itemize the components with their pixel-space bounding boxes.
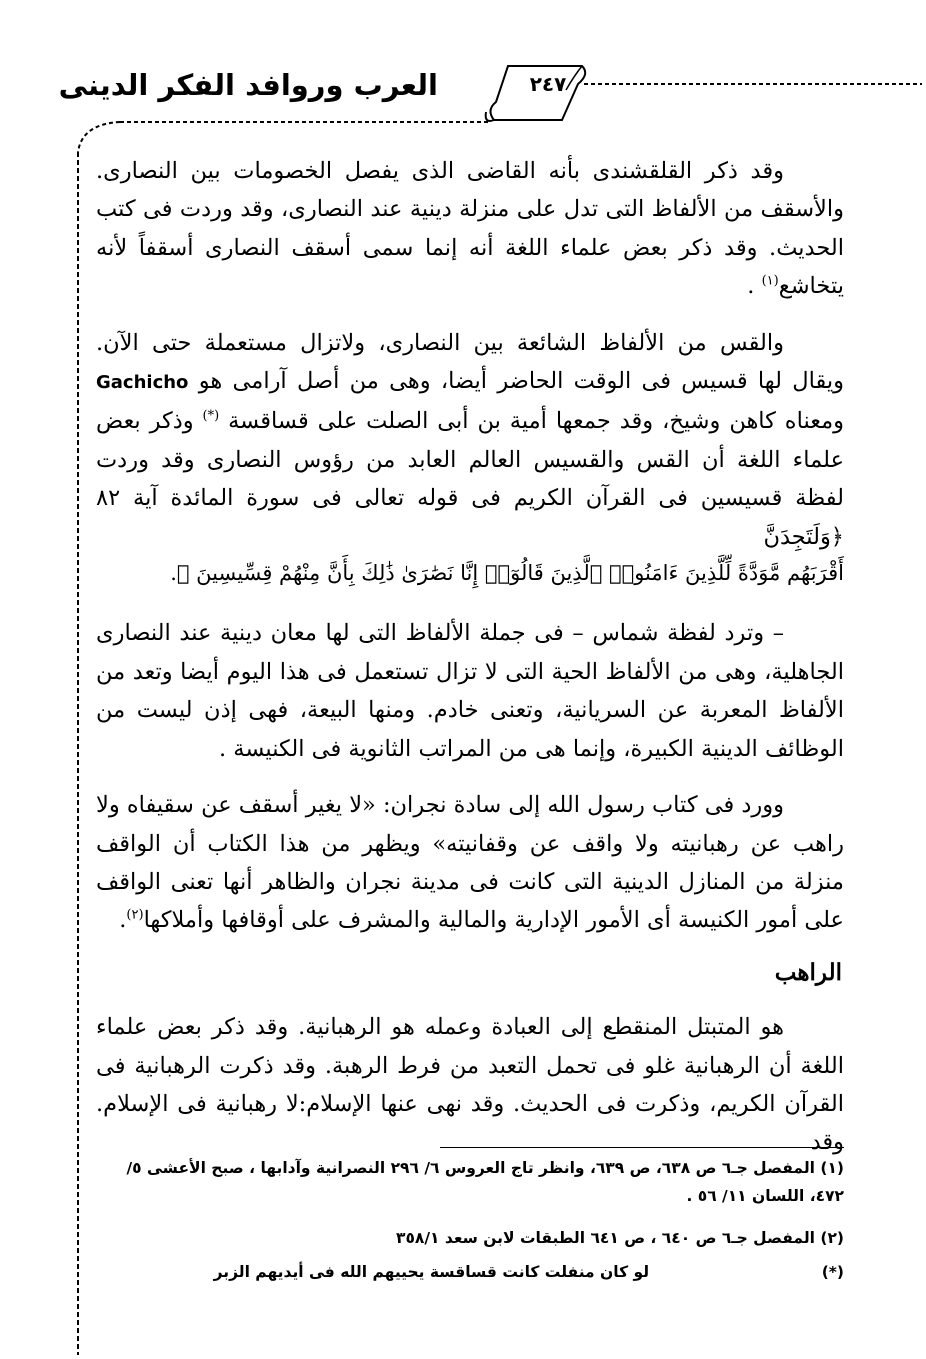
latin-word: Gachicho (96, 372, 189, 394)
section-heading: الراهب (774, 958, 842, 986)
footnote-ref-star: (*) (202, 408, 220, 424)
footnote-divider (440, 1147, 844, 1148)
footnote-star-mark: (*) (821, 1263, 844, 1281)
paragraph-text: والقس من الألفاظ الشائعة بين النصارى، ولاتزال مستعملة حتى الآن. ويقال لها قسيس فى الوقت الحاضر أيضا، وهى من أصل آرامى هو (96, 329, 844, 395)
paragraph-bishop (96, 152, 844, 306)
footnote-1: (١) المفصل جـ٦ ص ٦٣٨، ص ٦٣٩، وانظر تاج العروس ٦/ ٢٩٦ النصرانية وآدابها ، صبح الأعشى ٥/ ٤٧٢، اللسان ١١/ ٥٦ . (126, 1159, 844, 1205)
footnote-ref-2: (٢) (126, 907, 144, 923)
paragraph-deacon: – وترد لفظة شماس – فى جملة الألفاظ التى لها معان دينية عند النصارى الجاهلية، وهى من الألفاظ الحية التى لا تزال تستعمل فى هذا اليوم أيضا وتعد من الألفاظ المعربة عن السريانية، وتعنى خادم. ومنها البيعة، فهى إذن ليست من الوظائف الدينية الكبيرة، وإنما هى من المراتب الثانوية فى الكنيسة . (96, 620, 844, 762)
paragraph-priest (96, 324, 844, 556)
footnote-2: (٢) المفصل جـ٦ ص ٦٤٠ ، ص ٦٤١ الطبقات لابن سعد ٣٥٨/١ (395, 1229, 844, 1247)
paragraph-text: وقد ذكر القلقشندى بأنه القاضى الذى يفصل الخصومات بين النصارى. والأسقف من الألفاظ التى تدل على منزلة دينية عند النصارى، وقد وردت فى كتب الحديث. وقد ذكر بعض علماء اللغة أنه إنما سمى أسقف النصارى أسقفاً لأنه يتخاشع (96, 158, 844, 300)
footnote-star-text: لو كان منفلت كانت قساقسة يحييهم الله فى أيديهم الزبر (213, 1263, 650, 1281)
paragraph-najran (96, 786, 844, 940)
paragraph-end: . (747, 273, 762, 300)
footnote-star (96, 1258, 844, 1286)
paragraph-text: وورد فى كتاب رسول الله إلى سادة نجران: «لا يغير أسقف عن سقيفاه ولا راهب عن رهبانيته ولا واقف عن وقفانيته» ويظهر من هذا الكتاب أن الواقف منزلة من المنازل الدينية التى كانت فى مدينة نجران والظاهر أنها تعنى الواقف على أمور الكنيسة أى الأمور الإدارية والمالية والمشرف على أوقافها وأملاكها (96, 792, 844, 934)
footnote-ref-1: (١) (761, 273, 779, 289)
footnotes (96, 1154, 844, 1286)
paragraph-text: وذكر بعض علماء اللغة أن القس والقسيس العالم العابد من رؤوس النصارى وقد وردت لفظة قسيسين فى القرآن الكريم فى قوله تعالى فى سورة المائدة آية ٨٢ ﴿وَلَتَجِدَنَّ (96, 408, 844, 550)
paragraph-end: . (119, 907, 127, 934)
paragraph-monk: هو المتبتل المنقطع إلى العبادة وعمله هو الرهبانية. وقد ذكر بعض علماء اللغة أن الرهبانية غلو فى تحمل التعبد من فرط الرهبة. وقد ذكرت الرهبانية فى القرآن الكريم، وذكرت فى الحديث. وقد نهى عنها الإسلام:لا رهبانية فى الإسلام. وقد (96, 1014, 844, 1156)
running-header-title: العرب وروافد الفكر الدينى (58, 68, 438, 102)
main-text (96, 152, 844, 1162)
page-number: ٢٤٧ (529, 72, 567, 96)
paragraph-text: ومعناه كاهن وشيخ، وقد جمعها أمية بن أبى الصلت على قساقسة (219, 408, 845, 435)
quran-verse: أَقْرَبَهُم مَّوَدَّةً لِّلَّذِينَ ءَامَنُوا۟ ٱلَّذِينَ قَالُوٓا۟ إِنَّا نَصَٰرَىٰ ذَٰلِكَ بِأَنَّ مِنْهُمْ قِسِّيسِينَ ﴾. (170, 561, 844, 586)
